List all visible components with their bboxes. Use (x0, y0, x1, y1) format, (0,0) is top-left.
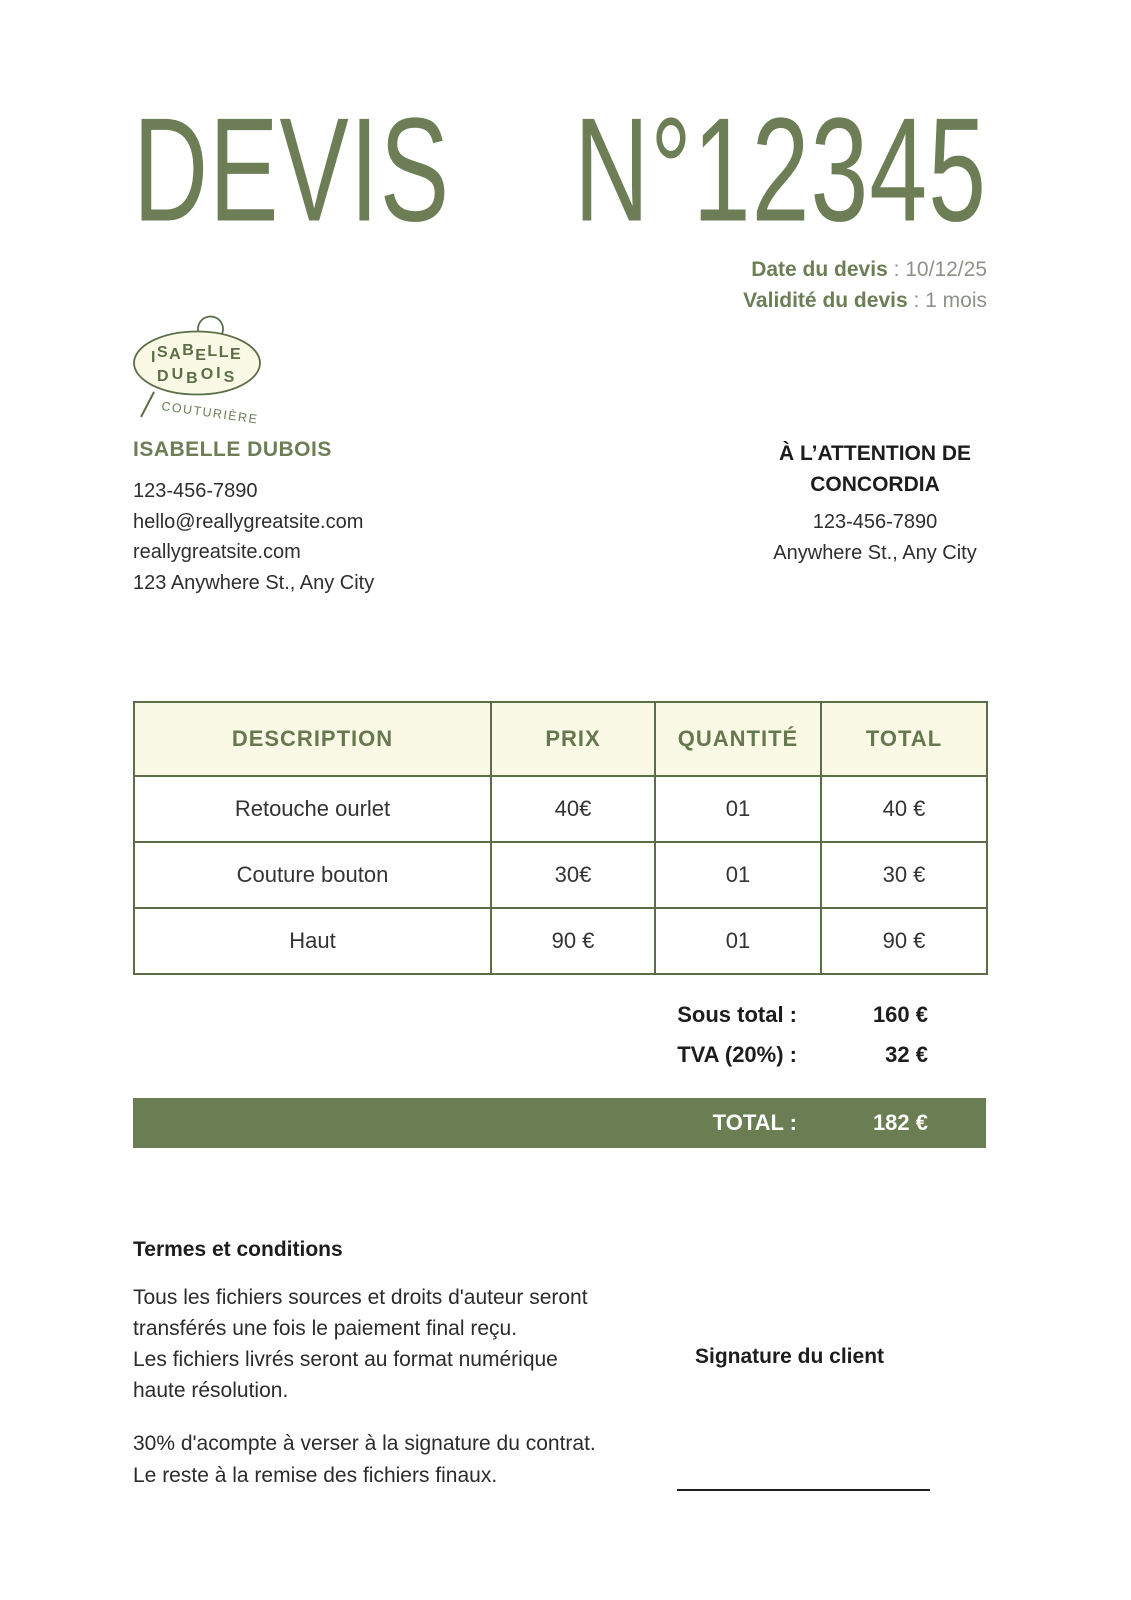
terms-paragraph-2 (133, 1428, 596, 1492)
item-price: 30€ (491, 842, 655, 908)
pin-needle-icon (141, 392, 154, 417)
sender-phone: 123-456-7890 (133, 480, 258, 502)
grand-total-label: TOTAL : (712, 1110, 797, 1135)
column-header-quantity: QUANTITÉ (655, 702, 821, 776)
table-row (134, 842, 987, 908)
quote-validity-row (743, 285, 987, 316)
table-row (134, 908, 987, 974)
terms-line: Tous les fichiers sources et droits d'auteur seront (133, 1286, 588, 1309)
sender-address: 123 Anywhere St., Any City (133, 571, 375, 594)
terms-line: Le reste à la remise des fichiers finaux. (133, 1464, 498, 1487)
recipient-attention-line: À L’ATTENTION DE (778, 442, 972, 465)
quote-validity-label: Validité du devis (743, 289, 908, 312)
item-quantity: 01 (655, 908, 821, 974)
items-table-header-row (134, 702, 987, 776)
logo-word2: DUBOIS (157, 365, 238, 387)
item-description: Retouche ourlet (134, 776, 491, 842)
recipient-address: Anywhere St., Any City (773, 541, 977, 564)
subtotal-label: Sous total : (677, 1002, 797, 1027)
item-quantity: 01 (655, 842, 821, 908)
terms-line: transférés une fois le paiement final reçu. (133, 1317, 518, 1340)
sender-contact-lines (133, 476, 374, 598)
quote-date-value: : 10/12/25 (887, 258, 987, 281)
tax-label: TVA (20%) : (677, 1042, 797, 1067)
grand-total-value: 182 € (872, 1110, 928, 1135)
terms-line: Les fichiers livrés seront au format numérique (133, 1348, 558, 1371)
logo-word1: ISABELLE (151, 342, 243, 366)
item-total: 40 € (821, 776, 987, 842)
item-total: 30 € (821, 842, 987, 908)
item-price: 90 € (491, 908, 655, 974)
quote-validity-value: : 1 mois (907, 289, 987, 312)
item-price: 40€ (491, 776, 655, 842)
item-description: Haut (134, 908, 491, 974)
subtotal-value: 160 € (872, 1002, 928, 1027)
terms-heading: Termes et conditions (133, 1238, 343, 1261)
table-row (134, 776, 987, 842)
terms-line: haute résolution. (133, 1379, 289, 1402)
terms-line: 30% d'acompte à verser à la signature du contrat. (133, 1432, 596, 1455)
column-header-price: PRIX (491, 702, 655, 776)
column-header-description: DESCRIPTION (134, 702, 491, 776)
quote-meta (743, 254, 987, 316)
sender-name: ISABELLE DUBOIS (133, 438, 332, 461)
totals-block (582, 995, 928, 1075)
subtotal-row (582, 995, 928, 1035)
terms-paragraph-1 (133, 1282, 588, 1406)
company-logo (115, 306, 300, 434)
items-table (133, 701, 988, 975)
item-quantity: 01 (655, 776, 821, 842)
signature-line (677, 1489, 930, 1491)
title-quote-number: N°12345 (574, 87, 987, 253)
recipient-company-name: CONCORDIA (810, 473, 940, 496)
quote-date-label: Date du devis (751, 258, 888, 281)
tax-row (582, 1035, 928, 1075)
item-total: 90 € (821, 908, 987, 974)
column-header-total: TOTAL (821, 702, 987, 776)
sender-email: hello@reallygreatsite.com (133, 510, 364, 533)
logo-subtitle: COUTURIÈRE (160, 399, 260, 427)
sender-block (133, 438, 374, 598)
sender-website: reallygreatsite.com (133, 541, 301, 563)
recipient-heading (750, 438, 1000, 500)
signature-label: Signature du client (695, 1345, 885, 1368)
quote-date-row (743, 254, 987, 285)
item-description: Couture bouton (134, 842, 491, 908)
recipient-phone: 123-456-7890 (812, 511, 938, 533)
document-title (133, 87, 987, 253)
title-word-devis: DEVIS (133, 87, 451, 253)
recipient-contact-lines (750, 507, 1000, 568)
recipient-block (750, 438, 1000, 568)
grand-total-bar (133, 1098, 986, 1148)
tax-value: 32 € (885, 1042, 928, 1067)
